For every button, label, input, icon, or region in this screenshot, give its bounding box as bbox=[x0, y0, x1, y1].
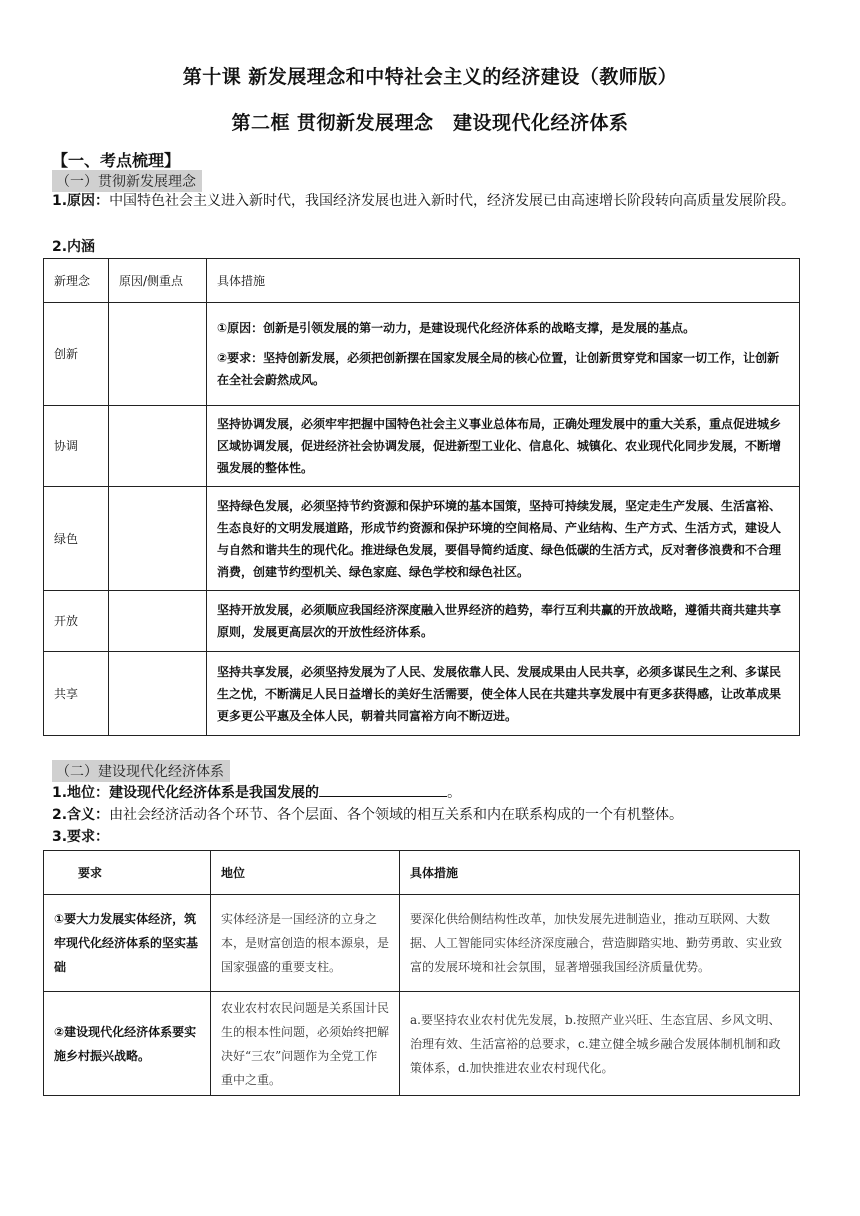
position-cell: 农业农村农民问题是关系国计民生的根本性问题，必须始终把解决好“三农”问题作为全党工作重中之重。 bbox=[211, 992, 400, 1096]
table-row bbox=[44, 992, 800, 1096]
measure-cell: 坚持协调发展，必须牢牢把握中国特色社会主义事业总体布局，正确处理发展中的重大关系，重点促进城乡区域协调发展，促进经济社会协调发展，促进新型工业化、信息化、城镇化、农业现代化同步发展，不断增强发展的整体性。 bbox=[207, 406, 800, 487]
requirements-heading bbox=[52, 826, 812, 848]
connotation-heading bbox=[52, 236, 812, 258]
table-header-cell: 具体措施 bbox=[207, 259, 800, 303]
measure-cell bbox=[207, 303, 800, 406]
reason-text: 中国特色社会主义进入新时代，我国经济发展也进入新时代，经济发展已由高速增长阶段转向高质量发展阶段。 bbox=[109, 193, 796, 209]
status-end: 。 bbox=[447, 785, 462, 801]
requirements-table bbox=[43, 850, 800, 1096]
table-header-row bbox=[44, 259, 800, 303]
meaning-paragraph bbox=[52, 804, 812, 826]
requirement-cell: ②建设现代化经济体系要实施乡村振兴战略。 bbox=[44, 992, 211, 1096]
table-row bbox=[44, 406, 800, 487]
focus-cell bbox=[109, 406, 207, 487]
concept-cell: 绿色 bbox=[44, 487, 109, 591]
concept-cell: 创新 bbox=[44, 303, 109, 406]
measure-line: ②要求：坚持创新发展，必须把创新摆在国家发展全局的核心位置，让创新贯穿党和国家一切工作，让创新在全社会蔚然成风。 bbox=[217, 351, 780, 387]
requirements-label: 3.要求： bbox=[52, 829, 110, 845]
reason-paragraph bbox=[52, 190, 812, 212]
meaning-text: 由社会经济活动各个环节、各个层面、各个领域的相互关系和内在联系构成的一个有机整体。 bbox=[109, 807, 684, 823]
measure-cell: 坚持绿色发展，必须坚持节约资源和保护环境的基本国策，坚持可持续发展，坚定走生产发展、生活富裕、生态良好的文明发展道路，形成节约资源和保护环境的空间格局、产业结构、生产方式、生活方式，建设人与自然和谐共生的现代化。推进绿色发展，要倡导简约适度、绿色低碳的生活方式，反对奢侈浪费和不合理消费，创建节约型机关、绿色家庭、绿色学校和绿色社区。 bbox=[207, 487, 800, 591]
concept-cell: 开放 bbox=[44, 591, 109, 652]
table-header-row bbox=[44, 851, 800, 895]
measure-cell: 要深化供给侧结构性改革，加快发展先进制造业，推动互联网、大数据、人工智能同实体经济深度融合，营造脚踏实地、勤劳勇敢、实业致富的发展环境和社会氛围，显著增强我国经济质量优势。 bbox=[400, 895, 800, 992]
table-row bbox=[44, 591, 800, 652]
focus-cell bbox=[109, 652, 207, 736]
measure-cell: 坚持共享发展，必须坚持发展为了人民、发展依靠人民、发展成果由人民共享，必须多谋民生之利、多谋民生之忧，不断满足人民日益增长的美好生活需要，使全体人民在共建共享发展中有更多获得感，让改革成果更多更公平惠及全体人民，朝着共同富裕方向不断迈进。 bbox=[207, 652, 800, 736]
measure-cell: 坚持开放发展，必须顺应我国经济深度融入世界经济的趋势，奉行互利共赢的开放战略，遵循共商共建共享原则，发展更高层次的开放性经济体系。 bbox=[207, 591, 800, 652]
focus-cell bbox=[109, 487, 207, 591]
concept-cell: 协调 bbox=[44, 406, 109, 487]
table-row bbox=[44, 303, 800, 406]
measure-cell: a.要坚持农业农村优先发展，b.按照产业兴旺、生态宜居、乡风文明、治理有效、生活富裕的总要求，c.建立健全城乡融合发展体制机制和政策体系，d.加快推进农业农村现代化。 bbox=[400, 992, 800, 1096]
table-header-cell: 原因/侧重点 bbox=[109, 259, 207, 303]
status-paragraph bbox=[52, 782, 812, 804]
connotation-label: 2.内涵 bbox=[52, 239, 96, 255]
position-cell: 实体经济是一国经济的立身之本，是财富创造的根本源泉，是国家强盛的重要支柱。 bbox=[211, 895, 400, 992]
part2-label: （二）建设现代化经济体系 bbox=[52, 760, 230, 782]
status-label: 1.地位： bbox=[52, 785, 110, 801]
table-row bbox=[44, 895, 800, 992]
table-header-cell: 具体措施 bbox=[400, 851, 800, 895]
table-row bbox=[44, 487, 800, 591]
measure-line: ①原因：创新是引领发展的第一动力，是建设现代化经济体系的战略支撑，是发展的基点。 bbox=[217, 321, 696, 335]
requirement-cell: ①要大力发展实体经济，筑牢现代化经济体系的坚实基础 bbox=[44, 895, 211, 992]
document-title: 第十课 新发展理念和中特社会主义的经济建设（教师版） bbox=[182, 66, 678, 88]
focus-cell bbox=[109, 303, 207, 406]
table-header-cell: 要求 bbox=[44, 851, 211, 895]
part1-label: （一）贯彻新发展理念 bbox=[52, 170, 202, 192]
fill-in-blank bbox=[319, 782, 447, 797]
table-row bbox=[44, 652, 800, 736]
status-text: 建设现代化经济体系是我国发展的 bbox=[109, 785, 320, 801]
focus-cell bbox=[109, 591, 207, 652]
table-header-cell: 新理念 bbox=[44, 259, 109, 303]
table-header-cell: 地位 bbox=[211, 851, 400, 895]
meaning-label: 2.含义： bbox=[52, 807, 110, 823]
concept-cell: 共享 bbox=[44, 652, 109, 736]
document-subtitle: 第二框 贯彻新发展理念 建设现代化经济体系 bbox=[231, 112, 629, 134]
reason-label: 1.原因： bbox=[52, 193, 110, 209]
concepts-table bbox=[43, 258, 800, 736]
section-heading: 【一、考点梳理】 bbox=[52, 151, 181, 170]
